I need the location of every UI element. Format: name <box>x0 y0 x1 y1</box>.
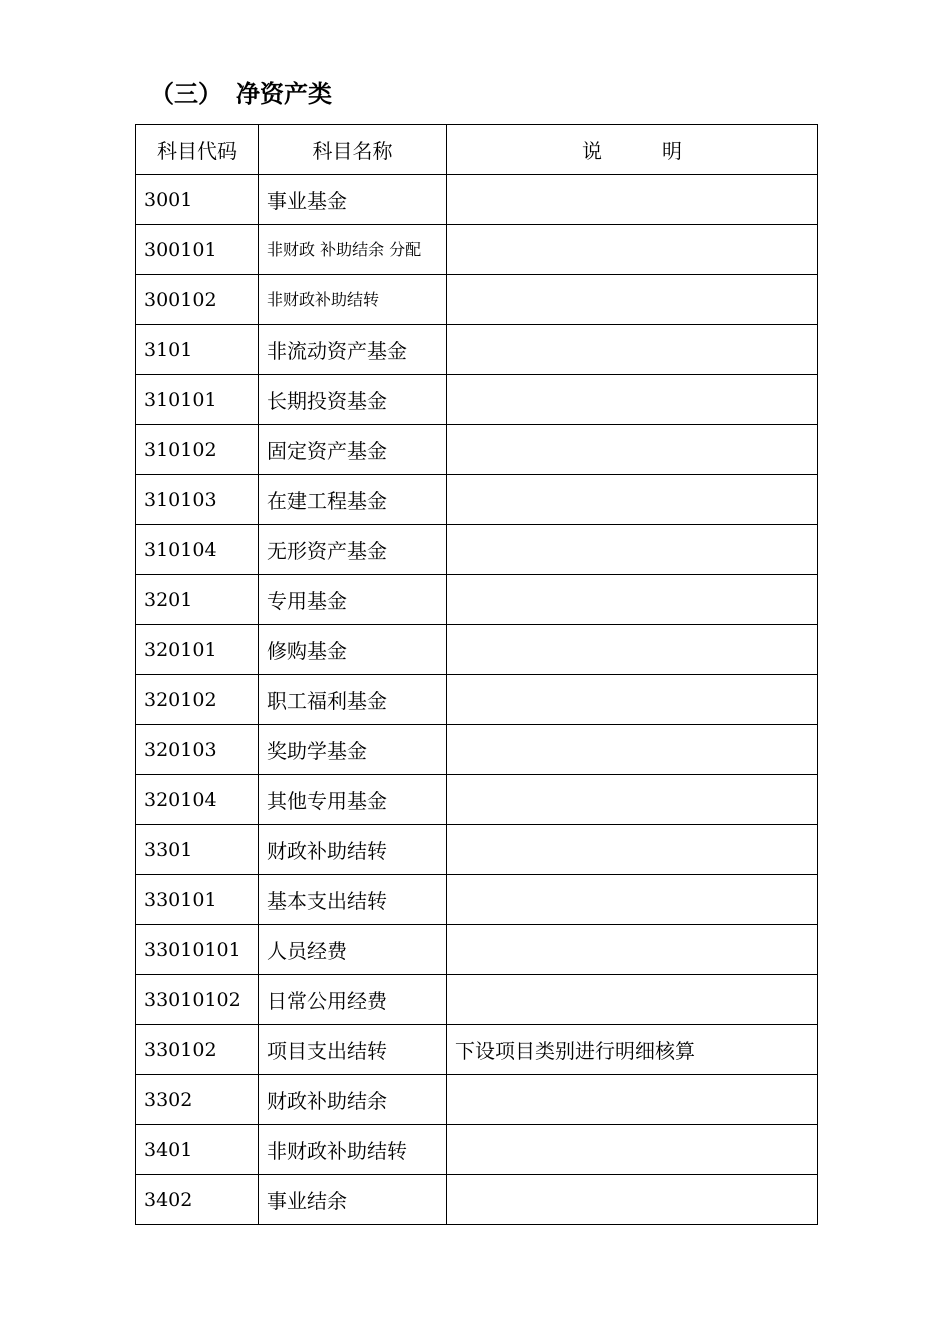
table-row <box>136 725 818 775</box>
account-code: 310104 <box>136 525 259 575</box>
account-description <box>447 175 818 225</box>
table-row <box>136 1175 818 1225</box>
account-description <box>447 1125 818 1175</box>
table-row <box>136 1125 818 1175</box>
table-row <box>136 275 818 325</box>
account-name: 财政补助结余 <box>259 1075 447 1125</box>
table-body <box>136 175 818 1225</box>
table-row <box>136 825 818 875</box>
account-description <box>447 325 818 375</box>
account-code: 310103 <box>136 475 259 525</box>
table-row <box>136 575 818 625</box>
table-row <box>136 1025 818 1075</box>
account-description <box>447 375 818 425</box>
account-name: 财政补助结转 <box>259 825 447 875</box>
account-description <box>447 825 818 875</box>
account-description: 下设项目类别进行明细核算 <box>447 1025 818 1075</box>
header-desc-part1: 说 <box>582 139 602 163</box>
section-number: （三） <box>150 80 222 108</box>
header-code: 科目代码 <box>136 125 259 175</box>
table-header-row <box>136 125 818 175</box>
account-description <box>447 525 818 575</box>
account-code: 3201 <box>136 575 259 625</box>
account-code: 33010101 <box>136 925 259 975</box>
table-row <box>136 375 818 425</box>
account-name: 长期投资基金 <box>259 375 447 425</box>
account-code: 310101 <box>136 375 259 425</box>
accounts-table <box>135 124 818 1225</box>
table-row <box>136 875 818 925</box>
header-desc-part2: 明 <box>662 139 682 163</box>
account-name: 修购基金 <box>259 625 447 675</box>
table-row <box>136 175 818 225</box>
account-code: 300101 <box>136 225 259 275</box>
account-name: 固定资产基金 <box>259 425 447 475</box>
account-name: 无形资产基金 <box>259 525 447 575</box>
account-code: 330101 <box>136 875 259 925</box>
account-code: 330102 <box>136 1025 259 1075</box>
account-name: 基本支出结转 <box>259 875 447 925</box>
account-name: 人员经费 <box>259 925 447 975</box>
table-row <box>136 475 818 525</box>
account-description <box>447 475 818 525</box>
account-code: 320101 <box>136 625 259 675</box>
account-description <box>447 425 818 475</box>
account-name: 日常公用经费 <box>259 975 447 1025</box>
header-name: 科目名称 <box>259 125 447 175</box>
account-code: 3402 <box>136 1175 259 1225</box>
table-row <box>136 425 818 475</box>
account-description <box>447 775 818 825</box>
account-description <box>447 1075 818 1125</box>
account-description <box>447 1175 818 1225</box>
account-code: 310102 <box>136 425 259 475</box>
account-description <box>447 225 818 275</box>
account-description <box>447 875 818 925</box>
account-code: 3101 <box>136 325 259 375</box>
table-row <box>136 625 818 675</box>
account-code: 320104 <box>136 775 259 825</box>
account-code: 320102 <box>136 675 259 725</box>
account-description <box>447 275 818 325</box>
account-name: 项目支出结转 <box>259 1025 447 1075</box>
account-description <box>447 725 818 775</box>
account-name: 在建工程基金 <box>259 475 447 525</box>
account-code: 33010102 <box>136 975 259 1025</box>
table-row <box>136 325 818 375</box>
table-row <box>136 925 818 975</box>
account-code: 3301 <box>136 825 259 875</box>
account-name: 非财政补助结转 <box>259 275 447 325</box>
table-row <box>136 525 818 575</box>
section-title <box>150 76 332 112</box>
account-name: 奖助学基金 <box>259 725 447 775</box>
account-name: 专用基金 <box>259 575 447 625</box>
account-name: 事业基金 <box>259 175 447 225</box>
account-name: 非财政补助结转 <box>259 1125 447 1175</box>
header-description <box>447 125 818 175</box>
account-code: 3302 <box>136 1075 259 1125</box>
account-code: 320103 <box>136 725 259 775</box>
table-row <box>136 775 818 825</box>
account-code: 3401 <box>136 1125 259 1175</box>
account-code: 300102 <box>136 275 259 325</box>
account-description <box>447 625 818 675</box>
account-name: 其他专用基金 <box>259 775 447 825</box>
account-name: 非财政 补助结余 分配 <box>259 225 447 275</box>
table-row <box>136 975 818 1025</box>
table-row <box>136 1075 818 1125</box>
account-description <box>447 575 818 625</box>
section-heading: 净资产类 <box>236 80 332 108</box>
table-row <box>136 675 818 725</box>
table-row <box>136 225 818 275</box>
account-name: 事业结余 <box>259 1175 447 1225</box>
account-name: 非流动资产基金 <box>259 325 447 375</box>
account-description <box>447 675 818 725</box>
account-description <box>447 975 818 1025</box>
account-description <box>447 925 818 975</box>
account-name: 职工福利基金 <box>259 675 447 725</box>
account-code: 3001 <box>136 175 259 225</box>
